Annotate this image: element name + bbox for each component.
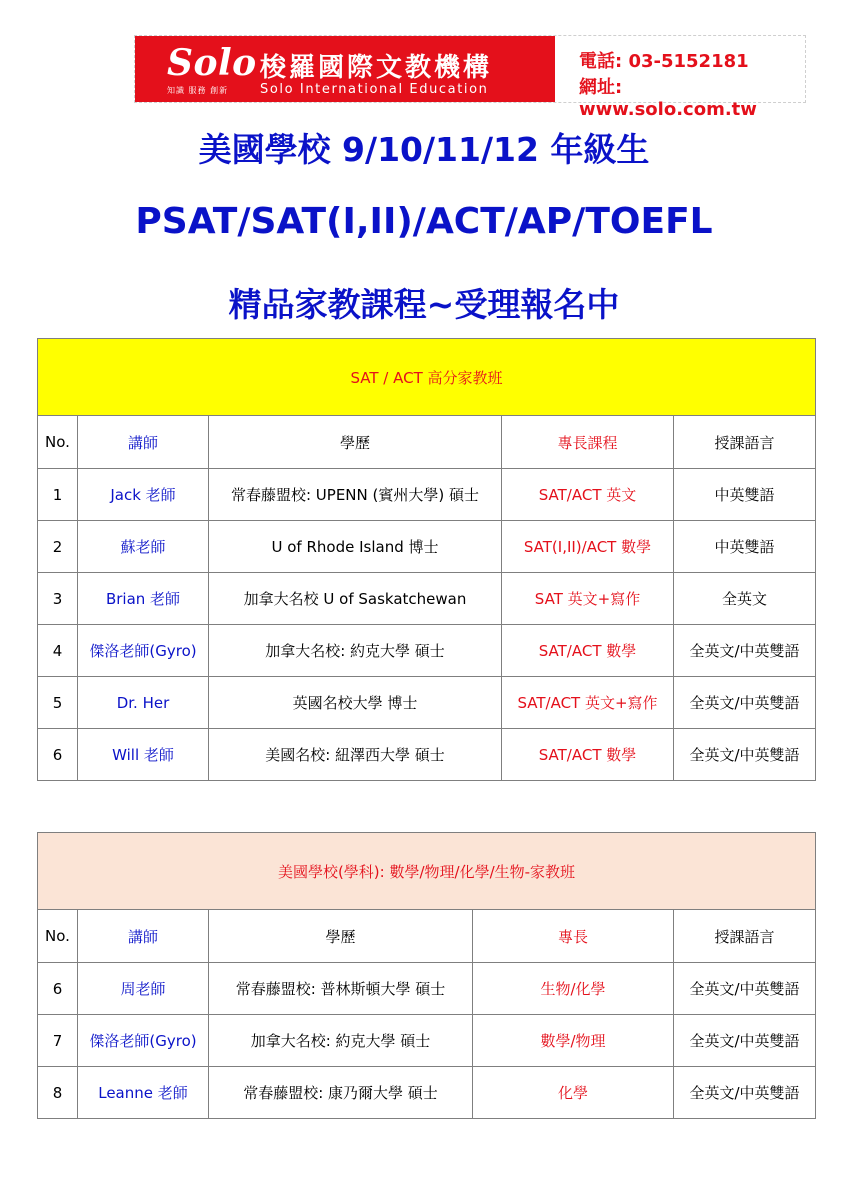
cell-language: 全英文/中英雙語 — [674, 677, 816, 729]
org-name-cn: 梭羅國際文教機構 — [260, 53, 493, 83]
cell-specialty: SAT/ACT 數學 — [502, 625, 674, 677]
title-exams: PSAT/SAT(I,II)/ACT/AP/TOEFL — [135, 201, 713, 242]
cell-no: 5 — [38, 677, 78, 729]
table-row — [38, 729, 816, 781]
cell-tutor: Jack 老師 — [78, 469, 209, 521]
header-banner — [134, 35, 806, 120]
cell-education: 加拿大名校: 約克大學 碩士 — [209, 1015, 473, 1067]
cell-language: 全英文/中英雙語 — [674, 1015, 816, 1067]
table-row — [38, 1015, 816, 1067]
cell-specialty: SAT/ACT 英文+寫作 — [502, 677, 674, 729]
title-grades: 美國學校 9/10/11/12 年級生 — [198, 130, 650, 169]
cell-tutor: Will 老師 — [78, 729, 209, 781]
sat-act-tutor-table — [37, 338, 816, 781]
cell-language: 全英文/中英雙語 — [674, 625, 816, 677]
header-specialty: 專長 — [473, 910, 674, 963]
cell-language: 全英文/中英雙語 — [674, 1067, 816, 1119]
header-language: 授課語言 — [674, 910, 816, 963]
table-row — [38, 1067, 816, 1119]
cell-specialty: SAT/ACT 英文 — [502, 469, 674, 521]
table-row — [38, 573, 816, 625]
cell-no: 6 — [38, 729, 78, 781]
cell-tutor: 傑洛老師(Gyro) — [78, 1015, 209, 1067]
cell-tutor: 周老師 — [78, 963, 209, 1015]
cell-no: 4 — [38, 625, 78, 677]
cell-language: 全英文/中英雙語 — [674, 963, 816, 1015]
cell-no: 3 — [38, 573, 78, 625]
cell-specialty: SAT 英文+寫作 — [502, 573, 674, 625]
table-row — [38, 677, 816, 729]
header-language: 授課語言 — [674, 416, 816, 469]
cell-no: 6 — [38, 963, 78, 1015]
header-education: 學歷 — [209, 910, 473, 963]
cell-specialty: 化學 — [473, 1067, 674, 1119]
title-enrollment: 精品家教課程~受理報名中 — [228, 285, 620, 324]
table-row — [38, 469, 816, 521]
org-name-en: Solo International Education — [260, 82, 489, 97]
table-header-row — [38, 910, 816, 963]
cell-language: 中英雙語 — [674, 521, 816, 573]
table-row — [38, 625, 816, 677]
cell-specialty: 生物/化學 — [473, 963, 674, 1015]
header-no: No. — [38, 910, 78, 963]
cell-specialty: 數學/物理 — [473, 1015, 674, 1067]
cell-no: 7 — [38, 1015, 78, 1067]
cell-education: 加拿大名校: 約克大學 碩士 — [209, 625, 502, 677]
cell-no: 8 — [38, 1067, 78, 1119]
cell-tutor: 蘇老師 — [78, 521, 209, 573]
cell-education: 常春藤盟校: 普林斯頓大學 碩士 — [209, 963, 473, 1015]
cell-tutor: Brian 老師 — [78, 573, 209, 625]
logo-solo: Solo — [167, 42, 257, 84]
header-education: 學歷 — [209, 416, 502, 469]
cell-education: 英國名校大學 博士 — [209, 677, 502, 729]
cell-no: 1 — [38, 469, 78, 521]
cell-tutor: 傑洛老師(Gyro) — [78, 625, 209, 677]
section-title: 美國學校(學科): 數學/物理/化學/生物-家教班 — [38, 833, 816, 910]
cell-education: 加拿大名校 U of Saskatchewan — [209, 573, 502, 625]
header-tutor: 講師 — [78, 416, 209, 469]
cell-no: 2 — [38, 521, 78, 573]
header-specialty: 專長課程 — [502, 416, 674, 469]
website-url[interactable]: 網址: www.solo.com.tw — [579, 77, 757, 120]
cell-education: 常春藤盟校: 康乃爾大學 碩士 — [209, 1067, 473, 1119]
logo-block — [135, 36, 555, 102]
cell-education: U of Rhode Island 博士 — [209, 521, 502, 573]
header-no: No. — [38, 416, 78, 469]
cell-tutor: Leanne 老師 — [78, 1067, 209, 1119]
cell-language: 全英文/中英雙語 — [674, 729, 816, 781]
phone-number: 電話: 03-5152181 — [579, 51, 749, 72]
cell-education: 美國名校: 紐澤西大學 碩士 — [209, 729, 502, 781]
subject-tutor-table — [37, 832, 816, 1119]
cell-language: 中英雙語 — [674, 469, 816, 521]
table-header-row — [38, 416, 816, 469]
cell-specialty: SAT/ACT 數學 — [502, 729, 674, 781]
cell-tutor: Dr. Her — [78, 677, 209, 729]
table-row — [38, 521, 816, 573]
logo-tagline: 知識 服務 創新 — [167, 86, 229, 95]
cell-education: 常春藤盟校: UPENN (賓州大學) 碩士 — [209, 469, 502, 521]
table-row — [38, 963, 816, 1015]
cell-specialty: SAT(I,II)/ACT 數學 — [502, 521, 674, 573]
cell-language: 全英文 — [674, 573, 816, 625]
section-title: SAT / ACT 高分家教班 — [38, 339, 816, 416]
header-tutor: 講師 — [78, 910, 209, 963]
